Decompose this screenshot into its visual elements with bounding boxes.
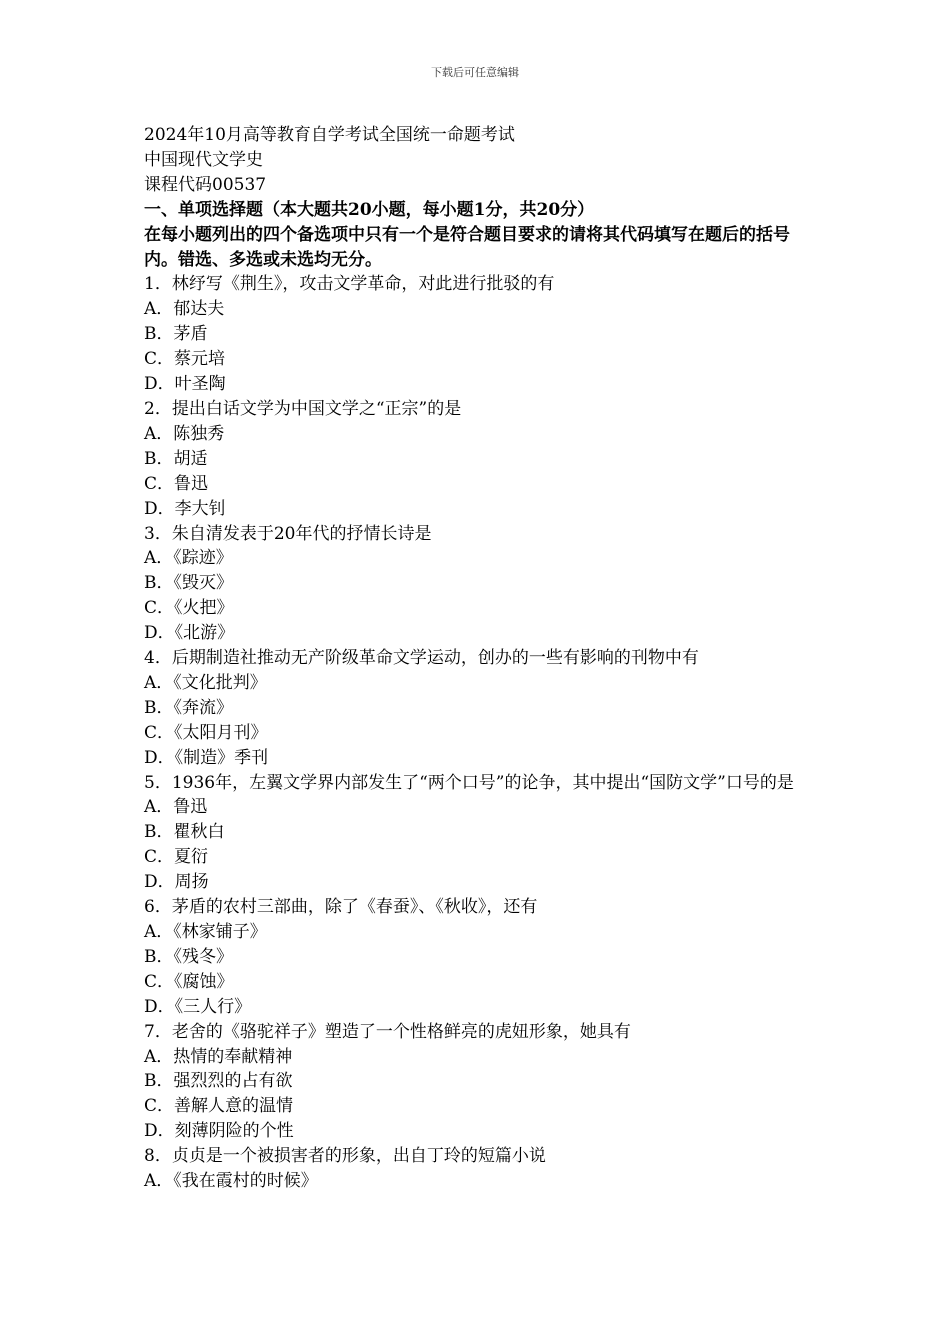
question-3-option-a: A．《踪迹》: [144, 548, 233, 569]
question-6-option-a: A．《林家铺子》: [144, 922, 267, 942]
question-3-option-c: C．《火把》: [144, 598, 234, 619]
question-stem-3: 3．朱自清发表于20年代的抒情长诗是: [144, 523, 432, 544]
question-stem-1: 1．林纾写《荆生》，攻击文学革命，对此进行批驳的有: [144, 274, 555, 295]
course-code: 课程代码00537: [144, 174, 267, 195]
question-2-option-c: C．鲁迅: [144, 473, 209, 494]
section-instruction: 在每小题列出的四个备选项中只有一个是符合题目要求的请将其代码填写在题后的括号内。错选、多选或未选均无分。: [144, 224, 790, 270]
question-stem-5: 5．1936年，左翼文学界内部发生了“两个口号”的论争，其中提出“国防文学”口号的是: [144, 772, 794, 793]
question-2-option-d: D．李大钊: [144, 498, 226, 519]
question-1-option-c: C．蔡元培: [144, 349, 226, 370]
question-4-option-d: D．《制造》季刊: [144, 747, 269, 768]
question-7-option-a: A．热情的奉献精神: [144, 1046, 293, 1067]
question-4-option-b: B．《奔流》: [144, 697, 233, 718]
question-stem-4: 4．后期制造社推动无产阶级革命文学运动，创办的一些有影响的刊物中有: [144, 648, 699, 669]
question-5-option-d: D．周扬: [144, 872, 209, 893]
question-6-option-c: C．《腐蚀》: [144, 971, 234, 992]
document-body: [144, 123, 814, 1194]
question-2-option-b: B．胡适: [144, 448, 208, 469]
subject-title: 中国现代文学史: [144, 149, 263, 170]
question-5-option-c: C．夏衍: [144, 847, 209, 868]
question-1-option-b: B．茅盾: [144, 324, 208, 345]
section-heading: 一、单项选择题（本大题共20小题，每小题1分，共20分）: [144, 199, 595, 220]
question-7-option-b: B．强烈烈的占有欲: [144, 1071, 293, 1092]
question-stem-6: 6．茅盾的农村三部曲，除了《春蚕》、《秋收》，还有: [144, 897, 538, 918]
exam-title: 2024年10月高等教育自学考试全国统一命题考试: [144, 125, 515, 145]
question-stem-7: 7．老舍的《骆驼祥子》塑造了一个性格鲜亮的虎妞形象，她具有: [144, 1021, 631, 1042]
question-1-option-a: A．郁达夫: [144, 299, 225, 320]
question-8-option-a: A．《我在霞村的时候》: [144, 1171, 318, 1192]
question-list: [144, 272, 814, 1194]
question-4-option-a: A．《文化批判》: [144, 672, 267, 693]
question-stem-2: 2．提出白话文学为中国文学之“正宗”的是: [144, 398, 462, 419]
question-1-option-d: D．叶圣陶: [144, 374, 226, 395]
question-2-option-a: A．陈独秀: [144, 423, 225, 444]
question-7-option-d: D．刻薄阴险的个性: [144, 1121, 294, 1142]
question-7-option-c: C．善解人意的温情: [144, 1096, 294, 1117]
question-5-option-b: B．瞿秋白: [144, 822, 225, 843]
question-3-option-d: D．《北游》: [144, 623, 235, 644]
question-4-option-c: C．《太阳月刊》: [144, 722, 268, 743]
question-5-option-a: A．鲁迅: [144, 797, 208, 818]
question-6-option-d: D．《三人行》: [144, 996, 252, 1017]
question-6-option-b: B．《残冬》: [144, 946, 233, 967]
question-3-option-b: B．《毁灭》: [144, 573, 233, 594]
watermark-text: 下载后可任意编辑: [431, 66, 519, 79]
question-stem-8: 8．贞贞是一个被损害者的形象，出自丁玲的短篇小说: [144, 1146, 546, 1167]
